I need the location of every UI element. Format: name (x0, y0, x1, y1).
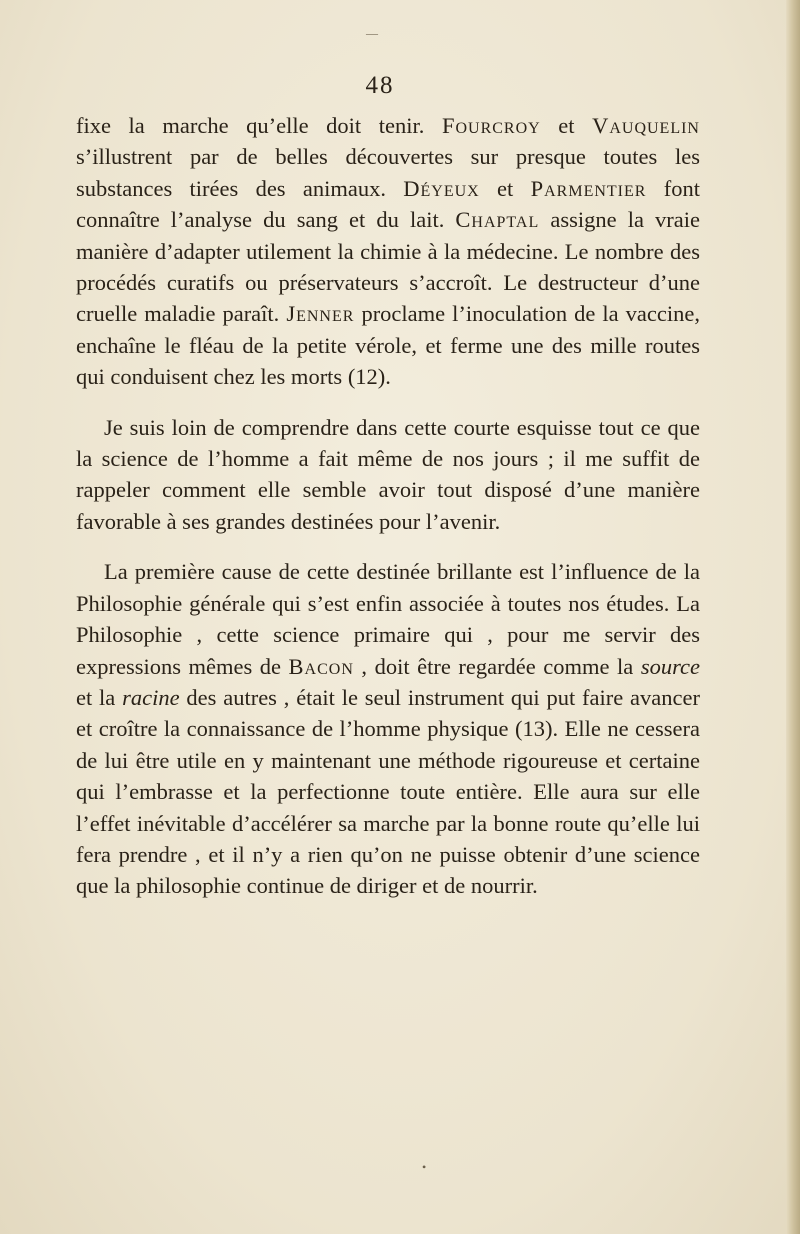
page-number: 48 (365, 72, 395, 99)
text-run: font connaître l’analyse du sang et du lait. (76, 175, 701, 233)
text-run: La première cause de cette destinée brillante est l’influence de la Philosophie générale qui s’est enfin associée à toutes nos études. La Philosophie , cette science primaire qui , pour me servir des expressions mêmes de (76, 559, 700, 679)
text-run: et la (76, 684, 123, 710)
text-run: des autres , était le seul instrument qui put faire avancer et croître la connaissance de l’homme physique (13). Elle ne cessera de lui être utile en y maintenant une méthode rigoureuse et certaine qui l’embrasse et la perfectionne toute entière. Elle aura sur elle l’effet inévitable d’accélérer sa marche par la bonne route qu’elle lui fera prendre , et il n’y a rien qu’on ne puisse obtenir d’une science que la philosophie continue de diriger et de nourrir. (76, 684, 700, 899)
body-text (76, 110, 700, 902)
text-run: et (540, 113, 593, 138)
text-run: fixe la marche qu’elle doit tenir. (76, 113, 442, 138)
italic-text: source (640, 653, 700, 679)
proper-name: Chaptal (455, 207, 540, 233)
text-run: assigne la vraie manière d’adapter utilement la chimie à la médecine. Le nombre des procédés curatifs ou préservateurs s’accroît. Le destructeur d’une cruelle maladie paraît. (76, 207, 700, 327)
paper-blemish: • (422, 1160, 427, 1174)
text-run: proclame l’inoculation de la vaccine, enchaîne le fléau de la petite vérole, et ferme une des mille routes qui conduisent chez les morts (12). (76, 301, 700, 390)
proper-name: Vauquelin (592, 113, 700, 138)
paper-blemish: — (366, 26, 378, 40)
text-run: et (479, 175, 531, 201)
page-binding-edge (786, 0, 800, 1234)
proper-name: Parmentier (530, 175, 647, 201)
proper-name: Jenner (286, 301, 355, 327)
text-run: Je suis loin de comprendre dans cette courte esquisse tout ce que la science de l’homme a fait même de nos jours ; il me suffit de rappeler comment elle semble avoir tout disposé d’une manière favorable à ses grandes destinées pour l’avenir. (76, 414, 700, 534)
paragraph-2 (76, 412, 700, 538)
italic-text: racine (122, 684, 180, 710)
paragraph-3 (76, 556, 700, 901)
proper-name: Fourcroy (441, 113, 541, 138)
paragraph-1 (76, 110, 700, 393)
proper-name: Bacon (288, 653, 354, 679)
text-run: s’illustrent par de belles découvertes sur presque toutes les substances tirées des animaux. (76, 144, 700, 201)
text-run: , doit être regardée comme la (353, 653, 641, 679)
proper-name: Déyeux (403, 175, 480, 201)
